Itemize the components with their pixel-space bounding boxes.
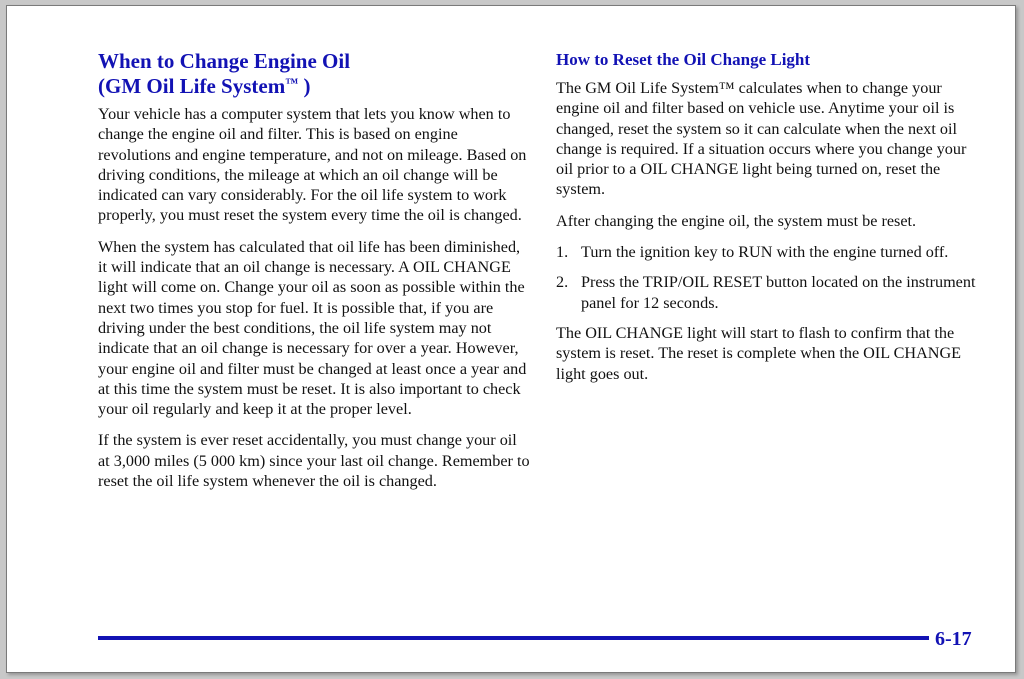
- paragraph-computer-system: Your vehicle has a computer system that lets you know when to change the engine oil and filter. This is based on engine revolutions and engine temperature, and not on mileage. Based on driving conditions, the mileage at which an oil change will be indicated can vary considerably. For the oil life system to work properly, you must reset the system every time the oil is changed.: [98, 105, 527, 225]
- paragraph-oil-life-diminished: When the system has calculated that oil life has been diminished, it will indicate that an oil change is necessary. A OIL CHANGE light will come on. Change your oil as soon as possible within the next two times you stop for fuel. It is possible that, if you are driving under the best conditions, the oil life system may not indicate that an oil change is necessary for over a year. However, your engine oil and filter must be changed at least once a year and at this time the system must be reset. It is also important to check your oil regularly and keep it at the proper level.: [98, 237, 527, 419]
- heading-line-2: (GM Oil Life System: [98, 74, 286, 98]
- step-text: Turn the ignition key to RUN with the engine turned off.: [581, 243, 949, 262]
- list-item: [556, 242, 986, 262]
- step-text: Press the TRIP/OIL RESET button located on the instrument panel for 12 seconds.: [581, 273, 976, 312]
- list-item: [556, 272, 986, 313]
- reset-steps-list: [556, 242, 986, 313]
- paragraph-reset-intro: The GM Oil Life System™ calculates when to change your engine oil and filter based on vehicle use. Anytime your oil is changed, reset the system so it can calculate when the next oil change is required. If a situation occurs where you change your oil prior to a OIL CHANGE light being turned on, reset the system.: [556, 79, 967, 199]
- trademark-mark: ™: [285, 75, 299, 90]
- page-number: 6-17: [935, 628, 972, 650]
- section-heading-reset-light: How to Reset the Oil Change Light: [556, 50, 811, 69]
- step-number: 1.: [556, 243, 569, 262]
- footer-divider: [98, 636, 929, 640]
- paragraph-reset-closing: The OIL CHANGE light will start to flash to confirm that the system is reset. The reset is complete when the OIL CHANGE light goes out.: [556, 323, 962, 383]
- manual-page: [6, 5, 1016, 673]
- heading-close-paren: ): [298, 74, 311, 98]
- left-column: [98, 50, 530, 502]
- step-number: 2.: [556, 273, 569, 292]
- heading-line-1: When to Change Engine Oil: [98, 49, 351, 73]
- paragraph-accidental-reset: If the system is ever reset accidentally, you must change your oil at 3,000 miles (5 000 km) since your last oil change. Remember to reset the oil life system whenever the oil is changed.: [98, 431, 530, 491]
- right-column: [556, 50, 986, 395]
- section-heading-oil-change: [98, 50, 530, 97]
- paragraph-reset-lead: After changing the engine oil, the system must be reset.: [556, 211, 917, 230]
